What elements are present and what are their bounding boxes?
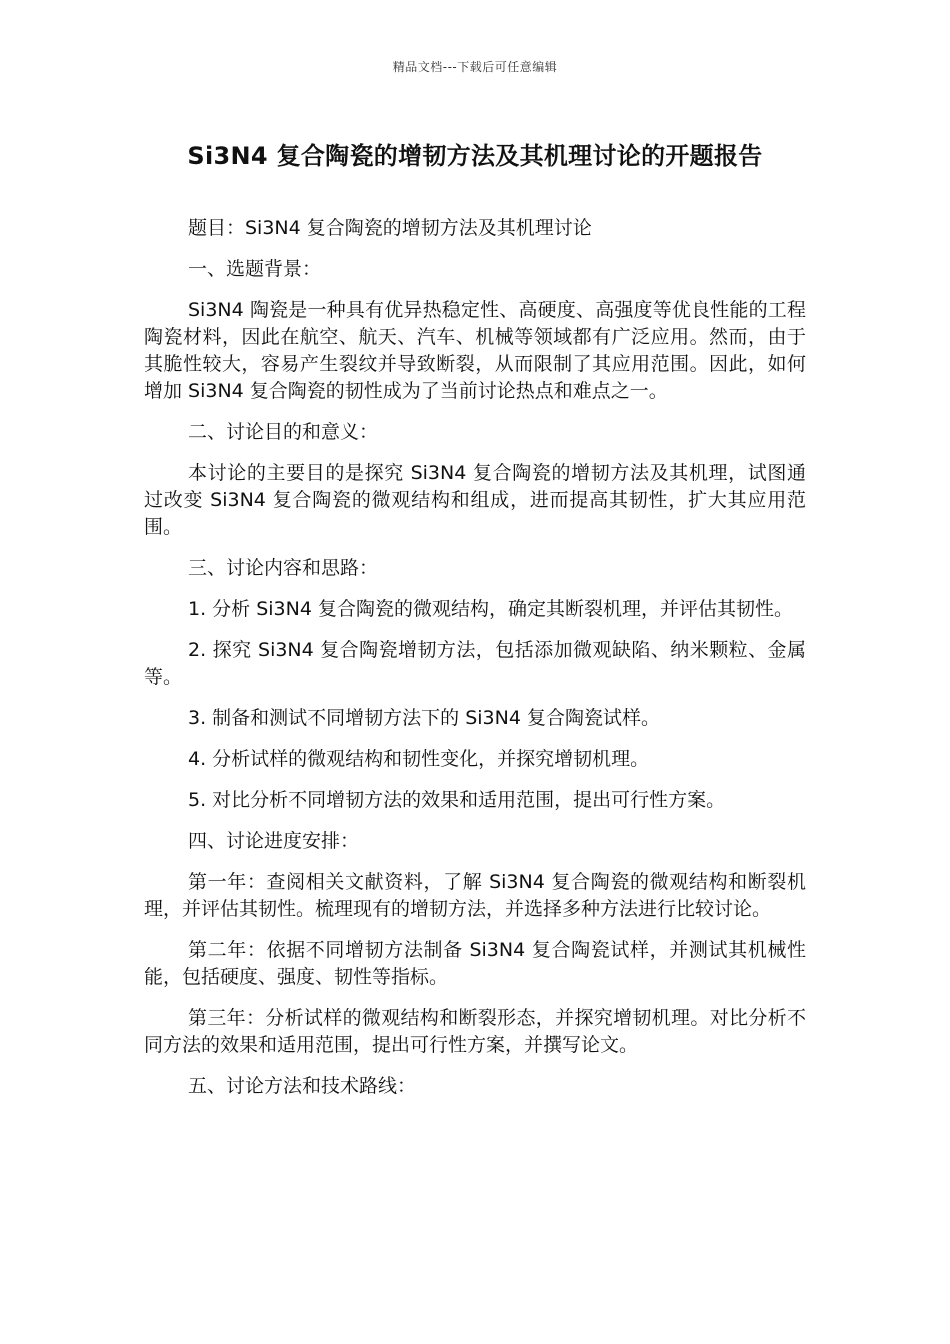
document-body xyxy=(144,215,806,1114)
heading-purpose: 二、讨论目的和意义： xyxy=(188,421,379,443)
heading-background: 一、选题背景： xyxy=(188,258,322,280)
list-item: 4. 分析试样的微观结构和韧性变化，并探究增韧机理。 xyxy=(188,748,650,770)
document-title: Si3N4 复合陶瓷的增韧方法及其机理讨论的开题报告 xyxy=(187,142,763,170)
heading-methods: 五、讨论方法和技术路线： xyxy=(188,1075,417,1097)
paragraph-year-1: 第一年：查阅相关文献资料，了解 Si3N4 复合陶瓷的微观结构和断裂机理，并评估其韧性。梳理现有的增韧方法，并选择多种方法进行比较讨论。 xyxy=(144,871,806,920)
paragraph-year-3: 第三年：分析试样的微观结构和断裂形态，并探究增韧机理。对比分析不同方法的效果和适用范围，提出可行性方案，并撰写论文。 xyxy=(144,1007,806,1056)
paragraph-year-2: 第二年：依据不同增韧方法制备 Si3N4 复合陶瓷试样，并测试其机械性能，包括硬度、强度、韧性等指标。 xyxy=(144,939,806,988)
paragraph-purpose: 本讨论的主要目的是探究 Si3N4 复合陶瓷的增韧方法及其机理，试图通过改变 Si3N4 复合陶瓷的微观结构和组成，进而提高其韧性，扩大其应用范围。 xyxy=(144,462,806,538)
heading-content: 三、讨论内容和思路： xyxy=(188,557,379,579)
page-header: 精品文档---下载后可任意编辑 xyxy=(392,60,558,74)
heading-schedule: 四、讨论进度安排： xyxy=(188,830,360,852)
list-item: 2. 探究 Si3N4 复合陶瓷增韧方法，包括添加微观缺陷、纳米颗粒、金属等。 xyxy=(144,639,806,688)
list-item: 3. 制备和测试不同增韧方法下的 Si3N4 复合陶瓷试样。 xyxy=(188,707,660,729)
paragraph-background: Si3N4 陶瓷是一种具有优异热稳定性、高硬度、高强度等优良性能的工程陶瓷材料，因此在航空、航天、汽车、机械等领域都有广泛应用。然而，由于其脆性较大，容易产生裂纹并导致断裂，从而限制了其应用范围。因此，如何增加 Si3N4 复合陶瓷的韧性成为了当前讨论热点和难点之一。 xyxy=(144,299,806,402)
list-item: 1. 分析 Si3N4 复合陶瓷的微观结构，确定其断裂机理，并评估其韧性。 xyxy=(188,598,793,620)
paragraph-topic: 题目：Si3N4 复合陶瓷的增韧方法及其机理讨论 xyxy=(188,217,592,239)
list-item: 5. 对比分析不同增韧方法的效果和适用范围，提出可行性方案。 xyxy=(188,789,726,811)
